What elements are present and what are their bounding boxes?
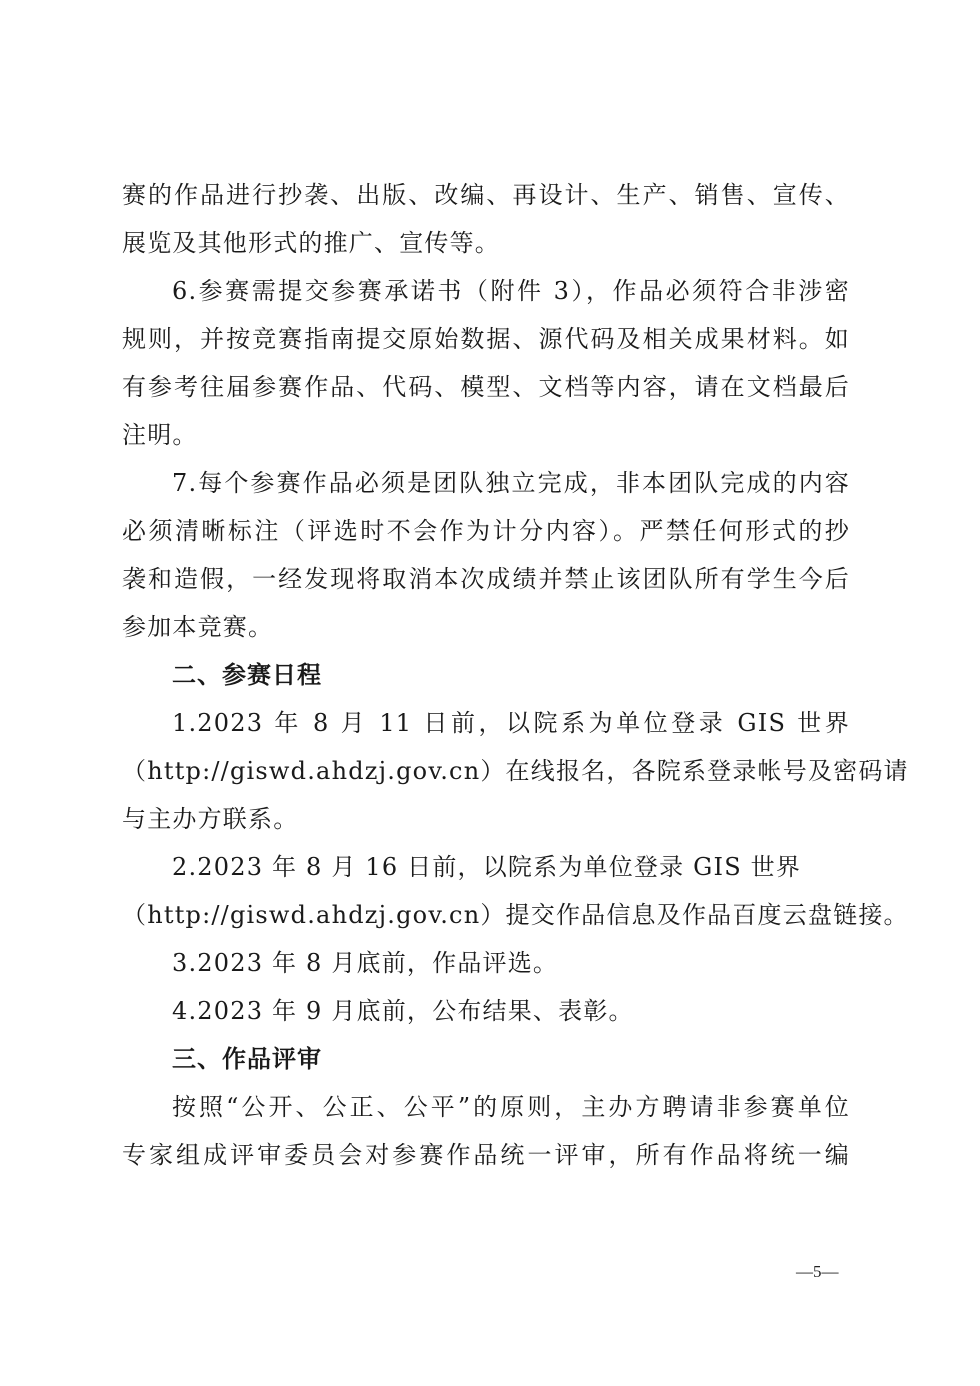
section-heading-schedule: 二、参赛日程: [172, 661, 322, 689]
text-line: 展览及其他形式的推广、宣传等。: [122, 229, 500, 257]
text-line: 4.2023 年 9 月底前，公布结果、表彰。: [172, 997, 634, 1025]
text-line: 2.2023 年 8 月 16 日前，以院系为单位登录 GIS 世界: [172, 853, 802, 881]
paragraph-continuation: [122, 171, 850, 267]
text-line: 7.每个参赛作品必须是团队独立完成，非本团队完成的内容: [172, 469, 850, 497]
text-line: 参加本竞赛。: [122, 613, 274, 641]
text-line: 6.参赛需提交参赛承诺书（附件 3），作品必须符合非涉密: [172, 277, 850, 305]
text-line: 袭和造假，一经发现将取消本次成绩并禁止该团队所有学生今后: [122, 565, 850, 593]
text-line-with-url: （http://giswd.ahdzj.gov.cn）提交作品信息及作品百度云盘链接。: [122, 901, 909, 929]
document-body: [122, 171, 909, 1179]
text-line: 3.2023 年 8 月底前，作品评选。: [172, 949, 559, 977]
text-line: 按照“公开、公正、公平”的原则，主办方聘请非参赛单位: [172, 1093, 850, 1121]
section-heading-review: 三、作品评审: [172, 1045, 322, 1073]
text-line: 规则，并按竞赛指南提交原始数据、源代码及相关成果材料。如: [122, 325, 850, 353]
schedule-item-2: [122, 843, 909, 939]
text-line: 1.2023 年 8 月 11 日前，以院系为单位登录 GIS 世界: [172, 709, 850, 737]
schedule-item-1: [122, 699, 909, 843]
text-line: 与主办方联系。: [122, 805, 299, 833]
text-line-with-url: （http://giswd.ahdzj.gov.cn）在线报名，各院系登录帐号及密码请: [122, 757, 909, 785]
paragraph-item-7: [122, 459, 850, 651]
text-line: 专家组成评审委员会对参赛作品统一评审，所有作品将统一编: [122, 1141, 850, 1169]
text-line: 必须清晰标注（评选时不会作为计分内容）。严禁任何形式的抄: [122, 517, 850, 545]
text-line: 注明。: [122, 421, 198, 449]
paragraph-review: [122, 1083, 850, 1179]
text-line: 赛的作品进行抄袭、出版、改编、再设计、生产、销售、宣传、: [122, 181, 850, 209]
page-number: —5—: [796, 1262, 839, 1281]
paragraph-item-6: [122, 267, 850, 459]
text-line: 有参考往届参赛作品、代码、模型、文档等内容，请在文档最后: [122, 373, 850, 401]
schedule-item-4: [122, 987, 850, 1035]
schedule-item-3: [122, 939, 850, 987]
